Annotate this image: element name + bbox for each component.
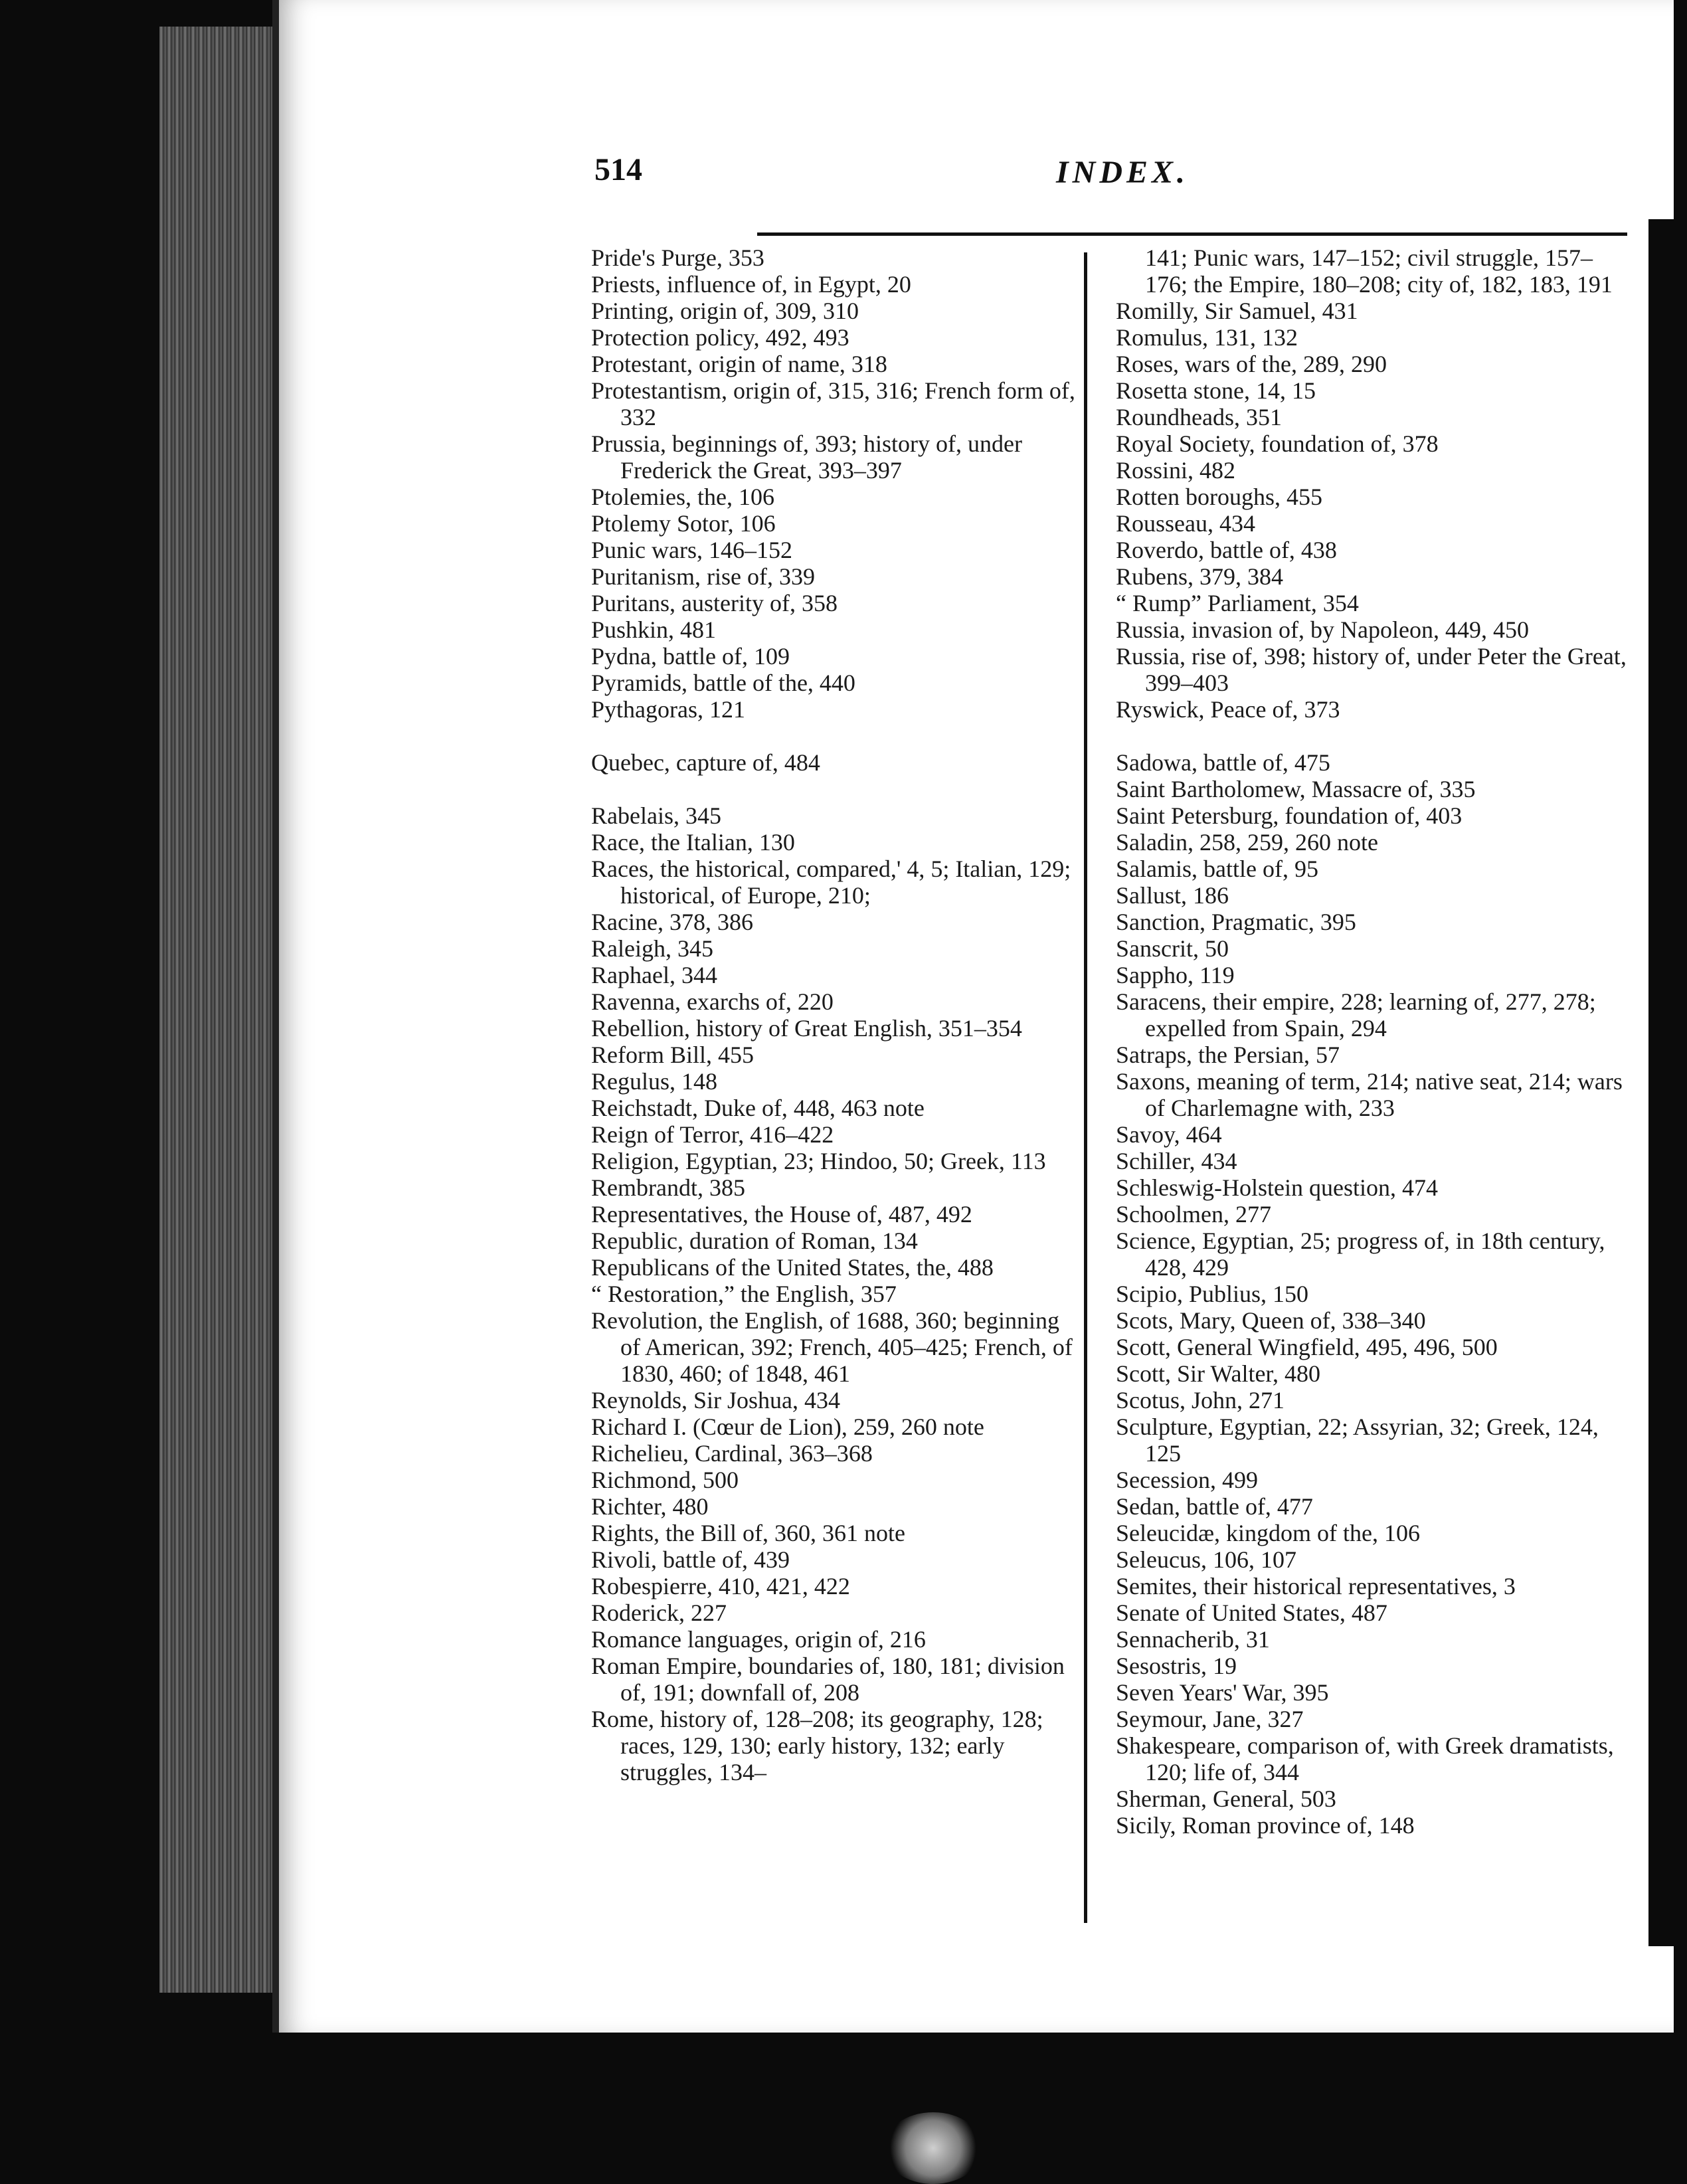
index-entry: Schiller, 434 <box>1116 1148 1237 1174</box>
index-entry: Rebellion, history of Great English, 351–354 <box>591 1015 1022 1042</box>
index-entry: Saladin, 258, 259, 260 note <box>1116 829 1378 856</box>
index-entry: Pythagoras, 121 <box>591 696 745 723</box>
index-entry: Seleucidæ, kingdom of the, 106 <box>1116 1520 1420 1546</box>
index-entry: Science, Egyptian, 25; progress of, in 18th century, 428, 429 <box>1116 1228 1605 1281</box>
index-entry: Regulus, 148 <box>591 1068 718 1095</box>
index-entry: Priests, influence of, in Egypt, 20 <box>591 271 911 298</box>
index-entry: Protection policy, 492, 493 <box>591 324 849 351</box>
index-entry: Rousseau, 434 <box>1116 510 1255 537</box>
index-entry: Puritanism, rise of, 339 <box>591 563 815 590</box>
index-entry: Satraps, the Persian, 57 <box>1116 1042 1340 1068</box>
index-entry: Richard I. (Cœur de Lion), 259, 260 note <box>591 1413 984 1440</box>
index-entry: Roverdo, battle of, 438 <box>1116 537 1337 563</box>
index-entry: Rembrandt, 385 <box>591 1174 745 1201</box>
index-entry: Scots, Mary, Queen of, 338–340 <box>1116 1307 1426 1334</box>
index-entry: Sherman, General, 503 <box>1116 1785 1336 1812</box>
index-entry: Rotten boroughs, 455 <box>1116 484 1322 510</box>
header-rule <box>757 232 1627 236</box>
index-entry: Rosetta stone, 14, 15 <box>1116 377 1316 404</box>
index-entry: Reynolds, Sir Joshua, 434 <box>591 1387 841 1413</box>
index-entry: Prussia, beginnings of, 393; history of, under Frederick the Great, 393–397 <box>591 430 1022 484</box>
index-entry: Schleswig-Holstein question, 474 <box>1116 1174 1438 1201</box>
index-entry: Rivoli, battle of, 439 <box>591 1546 790 1573</box>
index-entry: Richter, 480 <box>591 1493 709 1520</box>
index-entry: Sallust, 186 <box>1116 882 1229 909</box>
index-entry: Pyramids, battle of the, 440 <box>591 670 855 696</box>
index-entry: Russia, rise of, 398; history of, under Peter the Great, 399–403 <box>1116 643 1627 696</box>
index-entry: Reform Bill, 455 <box>591 1042 754 1068</box>
index-entry: Sedan, battle of, 477 <box>1116 1493 1313 1520</box>
index-entry: Scotus, John, 271 <box>1116 1387 1285 1413</box>
index-entry: Ravenna, exarchs of, 220 <box>591 988 834 1015</box>
index-entry: Revolution, the English, of 1688, 360; beginning of American, 392; French, 405–425; French, of 1830, 460; of 1848, 461 <box>591 1307 1073 1387</box>
index-entry: Seleucus, 106, 107 <box>1116 1546 1296 1573</box>
index-entry: Saracens, their empire, 228; learning of, 277, 278; expelled from Spain, 294 <box>1116 988 1596 1042</box>
index-entry: Sappho, 119 <box>1116 962 1235 988</box>
index-entry: Religion, Egyptian, 23; Hindoo, 50; Greek, 113 <box>591 1148 1046 1174</box>
index-entry: Schoolmen, 277 <box>1116 1201 1271 1228</box>
index-entry: Roses, wars of the, 289, 290 <box>1116 351 1387 377</box>
index-entry: Roman Empire, boundaries of, 180, 181; division of, 191; downfall of, 208 <box>591 1653 1065 1706</box>
index-entry: Robespierre, 410, 421, 422 <box>591 1573 850 1599</box>
index-entry: Saint Bartholomew, Massacre of, 335 <box>1116 776 1476 802</box>
index-entry: Scott, General Wingfield, 495, 496, 500 <box>1116 1334 1498 1360</box>
index-column-right <box>1116 244 1627 1839</box>
index-entry: 141; Punic wars, 147–152; civil struggle, 157–176; the Empire, 180–208; city of, 182, 183, 191 <box>1145 244 1613 298</box>
index-entry: Saxons, meaning of term, 214; native seat, 214; wars of Charlemagne with, 233 <box>1116 1068 1623 1121</box>
index-entry: “ Rump” Parliament, 354 <box>1116 590 1359 616</box>
index-entry: Sanction, Pragmatic, 395 <box>1116 909 1356 935</box>
index-entry: Pydna, battle of, 109 <box>591 643 790 670</box>
index-entry: Ptolemy Sotor, 106 <box>591 510 776 537</box>
index-entry: Roundheads, 351 <box>1116 404 1282 430</box>
index-entry: Printing, origin of, 309, 310 <box>591 298 859 324</box>
index-entry: Richmond, 500 <box>591 1467 739 1493</box>
index-entry: Romance languages, origin of, 216 <box>591 1626 926 1653</box>
index-entry: Sennacherib, 31 <box>1116 1626 1270 1653</box>
index-entry: Punic wars, 146–152 <box>591 537 792 563</box>
index-entry: Russia, invasion of, by Napoleon, 449, 450 <box>1116 616 1529 643</box>
index-entry: “ Restoration,” the English, 357 <box>591 1281 897 1307</box>
index-entry: Secession, 499 <box>1116 1467 1258 1493</box>
index-entry: Raleigh, 345 <box>591 935 713 962</box>
index-entry: Rubens, 379, 384 <box>1116 563 1283 590</box>
index-entry: Quebec, capture of, 484 <box>591 749 820 776</box>
index-entry: Pride's Purge, 353 <box>591 244 764 271</box>
index-entry: Salamis, battle of, 95 <box>1116 856 1318 882</box>
index-entry: Representatives, the House of, 487, 492 <box>591 1201 972 1228</box>
index-entry: Savoy, 464 <box>1116 1121 1222 1148</box>
index-entry: Protestant, origin of name, 318 <box>591 351 887 377</box>
index-entry: Royal Society, foundation of, 378 <box>1116 430 1439 457</box>
index-entry: Races, the historical, compared,' 4, 5; Italian, 129; historical, of Europe, 210; <box>591 856 1071 909</box>
index-entry: Roderick, 227 <box>591 1599 727 1626</box>
column-divider <box>1084 252 1087 1923</box>
index-entry: Rome, history of, 128–208; its geography, 128; races, 129, 130; early history, 132; early struggles, 134– <box>591 1706 1043 1785</box>
page-number: 514 <box>594 152 642 187</box>
index-column-left <box>591 244 1079 1785</box>
index-entry: Romilly, Sir Samuel, 431 <box>1116 298 1358 324</box>
index-entry: Reign of Terror, 416–422 <box>591 1121 834 1148</box>
index-entry: Ryswick, Peace of, 373 <box>1116 696 1340 723</box>
index-entry: Rabelais, 345 <box>591 802 721 829</box>
index-entry: Raphael, 344 <box>591 962 717 988</box>
index-entry: Sicily, Roman province of, 148 <box>1116 1812 1415 1839</box>
index-entry: Race, the Italian, 130 <box>591 829 795 856</box>
index-entry: Ptolemies, the, 106 <box>591 484 774 510</box>
index-entry: Pushkin, 481 <box>591 616 717 643</box>
index-entry: Sesostris, 19 <box>1116 1653 1237 1679</box>
index-entry: Senate of United States, 487 <box>1116 1599 1387 1626</box>
page-right-edge <box>1644 219 1687 1946</box>
index-entry: Republicans of the United States, the, 488 <box>591 1254 994 1281</box>
index-entry: Seymour, Jane, 327 <box>1116 1706 1304 1732</box>
index-entry: Semites, their historical representatives, 3 <box>1116 1573 1516 1599</box>
index-entry: Puritans, austerity of, 358 <box>591 590 838 616</box>
index-entry: Republic, duration of Roman, 134 <box>591 1228 918 1254</box>
running-head: INDEX. <box>1056 155 1190 190</box>
index-entry: Reichstadt, Duke of, 448, 463 note <box>591 1095 925 1121</box>
index-entry: Shakespeare, comparison of, with Greek dramatists, 120; life of, 344 <box>1116 1732 1614 1785</box>
scan-smudge <box>883 2112 983 2184</box>
index-entry: Sculpture, Egyptian, 22; Assyrian, 32; Greek, 124, 125 <box>1116 1413 1599 1467</box>
index-entry: Rights, the Bill of, 360, 361 note <box>591 1520 905 1546</box>
index-entry: Sanscrit, 50 <box>1116 935 1229 962</box>
index-entry: Richelieu, Cardinal, 363–368 <box>591 1440 873 1467</box>
index-entry: Protestantism, origin of, 315, 316; French form of, 332 <box>591 377 1075 430</box>
index-entry: Saint Petersburg, foundation of, 403 <box>1116 802 1463 829</box>
index-entry: Romulus, 131, 132 <box>1116 324 1298 351</box>
index-entry: Sadowa, battle of, 475 <box>1116 749 1330 776</box>
index-entry: Scott, Sir Walter, 480 <box>1116 1360 1320 1387</box>
index-entry: Rossini, 482 <box>1116 457 1236 484</box>
index-entry: Scipio, Publius, 150 <box>1116 1281 1309 1307</box>
index-entry: Seven Years' War, 395 <box>1116 1679 1329 1706</box>
index-entry: Racine, 378, 386 <box>591 909 753 935</box>
